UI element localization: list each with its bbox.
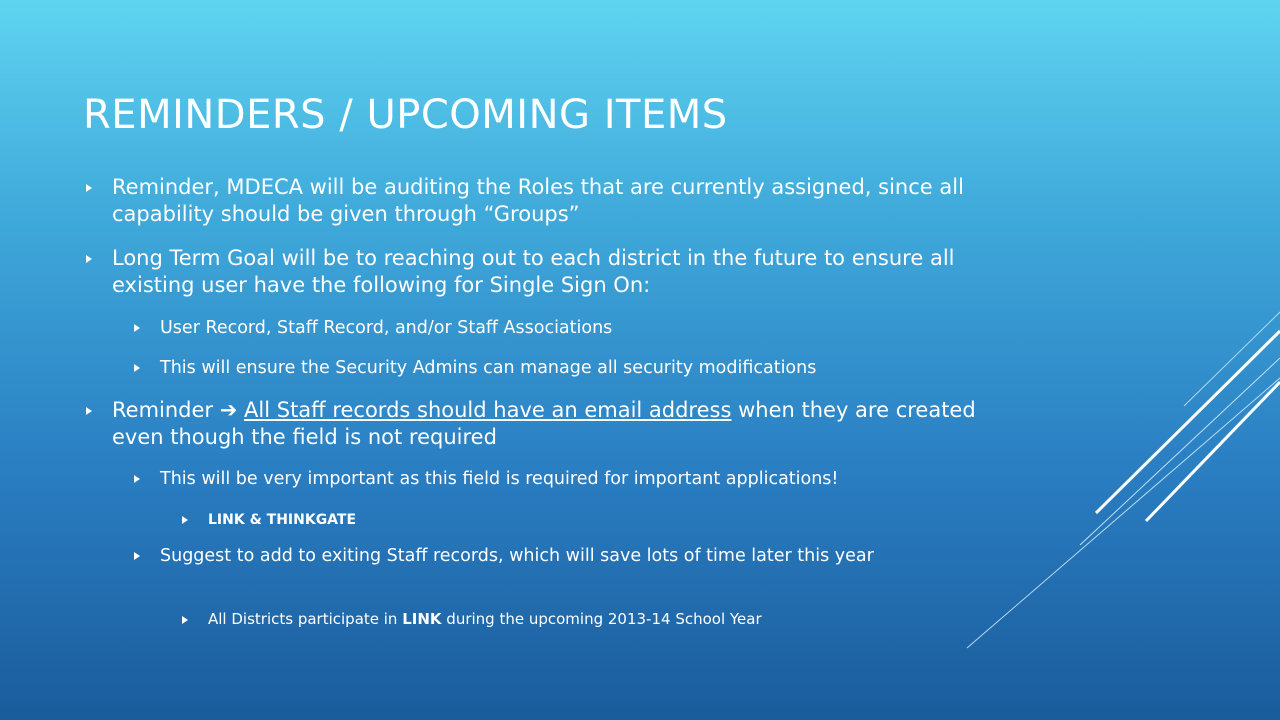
- bullet-suggest-add: Suggest to add to exiting Staff records, which will save lots of time later this year: [160, 546, 874, 566]
- bullet-long-term-goal: Long Term Goal will be to reaching out to each district in the future to ensure all existing user have the following for Single Sign On:: [112, 246, 955, 297]
- reminder-prefix: Reminder: [112, 398, 220, 422]
- districts-prefix: All Districts participate in: [208, 610, 403, 628]
- decor-line-1: [967, 378, 1280, 648]
- decor-line-2: [1096, 331, 1280, 513]
- bullet-security-admins: This will ensure the Security Admins can manage all security modifications: [160, 358, 817, 378]
- reminder-suffix: when they are created even though the field is not required: [112, 398, 976, 449]
- email-requirement-text: All Staff records should have an email address: [244, 398, 732, 422]
- slide-title: REMINDERS / UPCOMING ITEMS: [83, 92, 728, 138]
- bullet-important-field: This will be very important as this field is required for important applications!: [160, 469, 839, 489]
- districts-suffix: during the upcoming 2013-14 School Year: [441, 610, 762, 628]
- districts-link-bold: LINK: [402, 610, 442, 628]
- bullet-user-record: User Record, Staff Record, and/or Staff Associations: [160, 318, 613, 338]
- decor-line-4: [1146, 382, 1280, 521]
- bullet-link-thinkgate: LINK & THINKGATE: [208, 512, 357, 528]
- right-arrow-icon: ➔: [219, 398, 238, 422]
- decor-line-5: [1184, 312, 1280, 406]
- bullet-auditing-roles: Reminder, MDECA will be auditing the Roles that are currently assigned, since all capability should be given through “Groups”: [112, 175, 964, 226]
- decor-line-3: [1080, 358, 1280, 545]
